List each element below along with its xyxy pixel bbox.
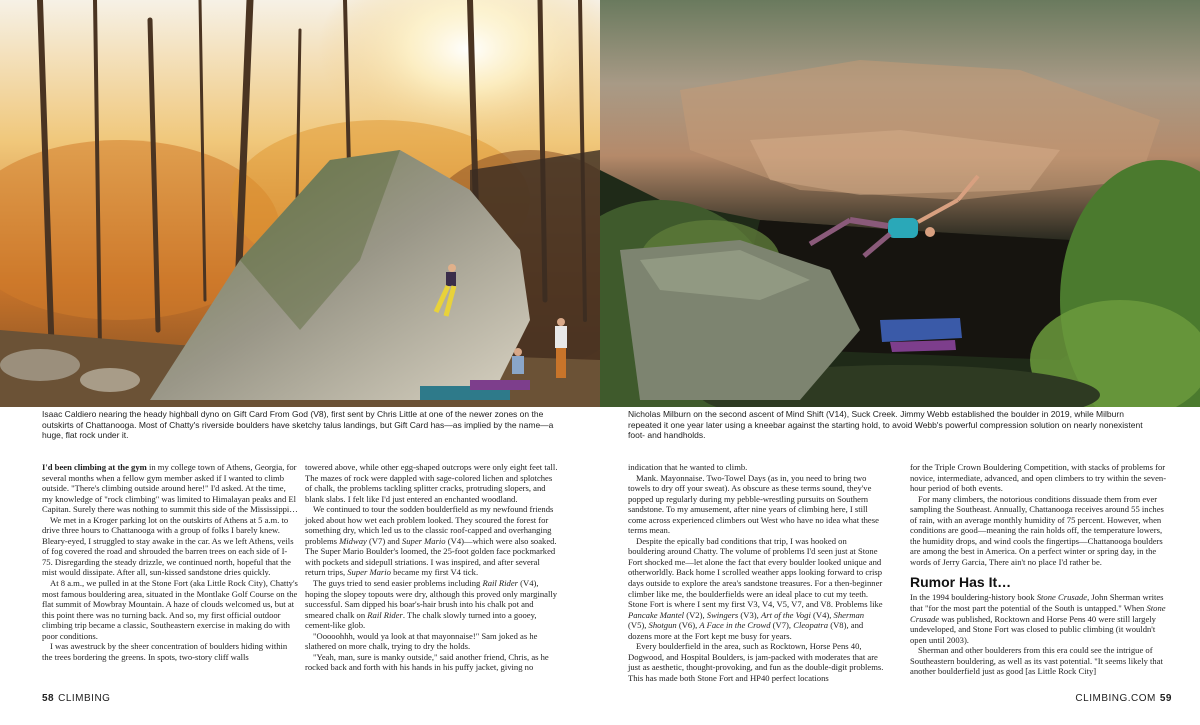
photo-cave-roof-climber bbox=[600, 0, 1200, 407]
publication-name: CLIMBING bbox=[58, 693, 111, 704]
paragraph: Sherman and other boulderers from this era could see the intrigue of Southeastern bouldering, as well as its vast potential. "It seems likely that another boulderfield just as good [as Little Rock City] bbox=[910, 645, 1163, 677]
publication-url: CLIMBING.COM bbox=[1075, 693, 1156, 704]
paragraph-text: (V7) and bbox=[366, 535, 402, 546]
paragraph: for the Triple Crown Bouldering Competition, with stacks of problems for novice, intermediate, advanced, and open climbers to try within the seven-hour period of both events. bbox=[910, 462, 1167, 494]
paragraph-text: (V4)—which were also soaked. The Super Mario Boulder's loomed, the 25-foot golden face pockmarked with pockets and sidepull striations. I was inspired, and after several return trips, bbox=[305, 535, 557, 578]
paragraph bbox=[305, 504, 561, 578]
article-column-4 bbox=[910, 462, 1170, 677]
paragraph bbox=[628, 536, 884, 641]
paragraph: towered above, while other egg-shaped outcrops were only eight feet tall. The mazes of rock were dappled with sage-colored lichen and splotches of chalk, the problems tackling splitter cracks, protruding slopers, and blank slabs. I felt like I'd just entered an enchanted woodland. bbox=[305, 462, 558, 504]
problem-name: Swingers bbox=[706, 609, 739, 620]
problem-name: Sherman bbox=[833, 609, 865, 620]
paragraph-text: (V4), hoping the slopey topouts were dry, although this proved only marginally successful. Sam dipped his boar's-hair brush into his chalk pot and smeared chalk on bbox=[305, 578, 558, 620]
paragraph: We met in a Kroger parking lot on the outskirts of Athens at 5 a.m. to drive three hours to Chattanooga with a group of folks I barely knew. Bleary-eyed, I struggled to stay awake in the car. As we left Athens, veils of fog covered the road and shrouded the barren trees on each side of I-75. Disregarding the steady drizzle, we continued north, hopeful that the mist would dissipate. After all, sun-kissed sandstone dries quickly. bbox=[42, 514, 294, 578]
paragraph-text: In the 1994 bouldering-history book bbox=[910, 592, 1037, 603]
paragraph bbox=[42, 462, 298, 515]
paragraph: "Yeah, man, sure is manky outside," said another friend, Chris, as he rocked back and forth with his hands in his puffy jacket, giving no bbox=[305, 651, 549, 673]
problem-name: Super Mario bbox=[347, 567, 391, 578]
paragraph-text: became my first V4 tick. bbox=[390, 567, 479, 578]
photo-autumn-boulder bbox=[0, 0, 600, 407]
lead-in: I'd been climbing at the gym bbox=[42, 462, 147, 472]
paragraph-text: We continued to tour the sodden boulderfield as my newfound friends joked about how wet each problem looked. They scoured the forest for something dry, which led us to the classic roof-capped and overhanging problems bbox=[305, 504, 554, 546]
paragraph-text: . The chalk slowly turned into a gooey, cement-like glob. bbox=[305, 609, 537, 631]
problem-name: Midway bbox=[339, 535, 367, 546]
problem-name: Pancake Mantel bbox=[628, 609, 685, 620]
article-column-1 bbox=[42, 462, 298, 662]
paragraph-text: , John Sherman writes that "for the most part the potential of the South is untapped." When bbox=[910, 592, 1164, 614]
paragraph-text: (V8), and dozens more at the Fort kept me busy for years. bbox=[628, 620, 864, 641]
paragraph bbox=[305, 578, 561, 631]
paragraph: Every boulderfield in the area, such as Rocktown, Horse Pens 40, Dogwood, and Hospital Boulders, is jam-packed with moderates that are just as aesthetic, thought-provoking, and fun as the double-digit problems. This has made both Stone Fort and HP40 perfect locations bbox=[628, 641, 884, 683]
paragraph-text: (V3), bbox=[738, 609, 761, 620]
paragraph-text: in my college town of Athens, Georgia, for several months when a fellow gym member asked if I wanted to climb outside. "There's climbing outside around here!" I'd asked. At the time, my knowledge of "rock climbing" was limited to Himalayan peaks and El Capitan. Surely there was nothing to summit this side of the Mississippi… bbox=[42, 462, 298, 515]
paragraph-text: (V4), bbox=[810, 609, 834, 620]
book-title: Stone Crusade bbox=[1036, 592, 1088, 603]
paragraph-text: (V7), bbox=[770, 620, 794, 631]
section-subhead: Rumor Has It… bbox=[910, 574, 1012, 591]
paragraph-text: (V6), bbox=[676, 620, 700, 631]
book-title: Stone Crusade bbox=[910, 603, 1166, 624]
paragraph-text: was published, Rocktown and Horse Pens 40 were still largely undeveloped, and Stone Fort was closed to public climbing (it wouldn't open until 2003). bbox=[910, 613, 1156, 645]
paragraph-text: (V2), bbox=[684, 609, 707, 620]
page-number: 58 bbox=[42, 693, 55, 704]
paragraph: I was awestruck by the sheer concentration of boulders hiding within the trees bordering the greens. In spots, two-story cliff walls bbox=[42, 641, 288, 662]
caption-right-photo: Nicholas Milburn on the second ascent of Mind Shift (V14), Suck Creek. Jimmy Webb established the boulder in 2019, while Milburn repeated it one year later using a kneebar against the starting hold, to avoid Webb's powerful compression solution on nearly nonexistent foot- and handholds. bbox=[628, 409, 1143, 440]
paragraph-text: (V5), bbox=[628, 620, 649, 631]
problem-name: Rail Rider bbox=[482, 578, 519, 589]
paragraph: At 8 a.m., we pulled in at the Stone Fort (aka Little Rock City), Chatty's most famous bouldering area, situated in the Montlake Golf Course on the flat summit of Mowbray Mountain. A haze of clouds welcomed us, but at this point there was no turning back. And so, my first official outdoor climbing trip became a classic, Southeastern exercise in making do with poor conditions. bbox=[42, 578, 298, 641]
problem-name: Shotgun bbox=[648, 620, 677, 631]
problem-name: A Face in the Crowd bbox=[699, 620, 771, 631]
problem-name: Art of the Vogi bbox=[760, 609, 811, 620]
problem-name: Super Mario bbox=[401, 535, 446, 546]
article-column-3 bbox=[628, 462, 884, 683]
paragraph-text: The guys tried to send easier problems including bbox=[313, 578, 483, 589]
paragraph: "Ooooohhh, would ya look at that mayonnaise!" Sam joked as he slathered on more chalk, trying to dry the holds. bbox=[305, 630, 538, 652]
paragraph-text: Despite the epically bad conditions that trip, I was hooked on bouldering around Chatty. The volume of problems I'd seen just at Stone Fort shocked me—let alone the fact that every boulder looked unique and otherworldly. Back home I scrolled weather apps looking forward to crisp days outside to explore the area's sandstone treasures. For a then-beginner climber like me, the boulderfields were an ideal place to cut my teeth. Stone Fort is where I sent my first V3, V4, V5, V7, and V8. Problems like bbox=[628, 535, 883, 610]
caption-left-photo: Isaac Caldiero nearing the heady highball dyno on Gift Card From God (V8), first sent by Chris Little at one of the newer zones on the outskirts of Chattanooga. Most of Chatty's riverside boulders have sketchy talus landings, but Gift Card has—as implied by the name—a huge, flat rock under it. bbox=[42, 409, 554, 440]
problem-name: Cleopatra bbox=[793, 620, 829, 631]
folio-right bbox=[1075, 693, 1172, 704]
folio-left bbox=[42, 693, 110, 704]
article-column-2 bbox=[305, 462, 561, 673]
paragraph: indication that he wanted to climb. bbox=[628, 462, 748, 472]
problem-name: Rail Rider bbox=[367, 609, 403, 620]
paragraph bbox=[910, 592, 1170, 645]
paragraph: For many climbers, the notorious conditions dissuade them from ever sampling the Southeast. Annually, Chattanooga receives around 55 inches of rain, with an average monthly humidity of 75 percent. However, when conditions are good—meaning the rain holds off, the temperature lowers, the humidity drops, and wind cools the fingertips—Chattanooga boulders are among the best in America. On a perfect winter or spring day, in the words of Jerry Garcia, There ain't no place I'd rather be. bbox=[910, 493, 1164, 567]
paragraph: Mank. Mayonnaise. Two-Towel Days (as in, you need to bring two towels to dry off your sweat). As obscure as these terms sound, they've popped up regularly during my pebble-wrestling pursuits on Southern sandstone. To my amusement, after nine years of climbing here, I still come across experienced climbers out West who have no idea what these terms mean. bbox=[628, 472, 879, 536]
page-number: 59 bbox=[1159, 693, 1172, 704]
